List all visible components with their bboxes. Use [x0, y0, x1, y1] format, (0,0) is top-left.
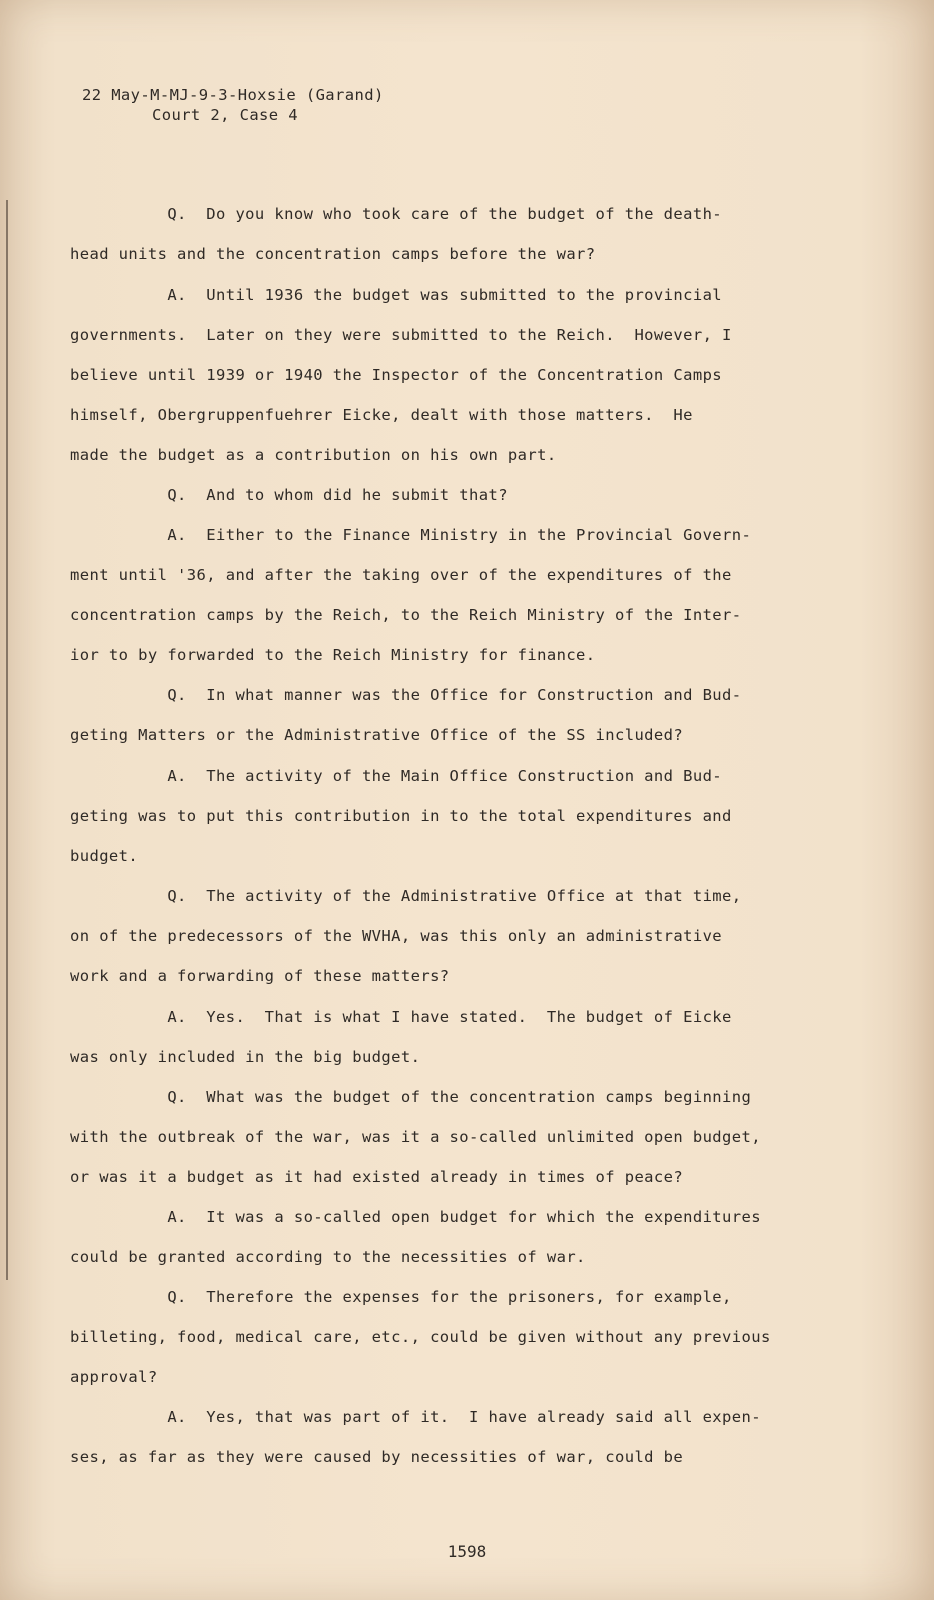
- text-line: Q. Therefore the expenses for the prisoners, for example,: [70, 1288, 732, 1306]
- text-line: believe until 1939 or 1940 the Inspector of the Concentration Camps: [70, 366, 723, 384]
- text-line: approval?: [70, 1368, 158, 1386]
- text-line: geting was to put this contribution in to the total expenditures and: [70, 807, 732, 825]
- text-line: A. Until 1936 the budget was submitted to the provincial: [70, 286, 723, 304]
- text-line: ses, as far as they were caused by necessities of war, could be: [70, 1448, 684, 1466]
- text-line: A. Yes, that was part of it. I have already said all expen-: [70, 1408, 761, 1426]
- text-line: could be granted according to the necessities of war.: [70, 1248, 586, 1266]
- text-line: Q. What was the budget of the concentration camps beginning: [70, 1088, 752, 1106]
- text-line: work and a forwarding of these matters?: [70, 967, 450, 985]
- text-line: concentration camps by the Reich, to the Reich Ministry of the Inter-: [70, 606, 742, 624]
- text-line: on of the predecessors of the WVHA, was this only an administrative: [70, 927, 723, 945]
- text-line: A. It was a so-called open budget for which the expenditures: [70, 1208, 761, 1226]
- text-line: A. Either to the Finance Ministry in the Provincial Govern-: [70, 526, 752, 544]
- text-line: governments. Later on they were submitted to the Reich. However, I: [70, 326, 732, 344]
- text-line: geting Matters or the Administrative Office of the SS included?: [70, 726, 684, 744]
- text-line: Q. And to whom did he submit that?: [70, 486, 508, 504]
- page-number: 1598: [447, 1542, 487, 1561]
- text-line: budget.: [70, 847, 139, 865]
- text-line: himself, Obergruppenfuehrer Eicke, dealt with those matters. He: [70, 406, 693, 424]
- text-line: billeting, food, medical care, etc., could be given without any previous: [70, 1328, 771, 1346]
- text-line: A. Yes. That is what I have stated. The budget of Eicke: [70, 1008, 732, 1026]
- text-line: A. The activity of the Main Office Construction and Bud-: [70, 767, 723, 785]
- header-reference-line: 22 May-M-MJ-9-3-Hoxsie (Garand): [82, 86, 384, 104]
- page-edge-shadow: [6, 200, 8, 1280]
- text-line: made the budget as a contribution on his own part.: [70, 446, 557, 464]
- text-line: was only included in the big budget.: [70, 1048, 421, 1066]
- text-line: head units and the concentration camps before the war?: [70, 245, 596, 263]
- text-line: Q. Do you know who took care of the budget of the death-: [70, 205, 723, 223]
- text-line: ior to by forwarded to the Reich Ministry for finance.: [70, 646, 596, 664]
- text-line: Q. In what manner was the Office for Construction and Bud-: [70, 686, 742, 704]
- text-line: or was it a budget as it had existed already in times of peace?: [70, 1168, 684, 1186]
- text-line: with the outbreak of the war, was it a so-called unlimited open budget,: [70, 1128, 761, 1146]
- header-court-case-line: Court 2, Case 4: [152, 106, 298, 124]
- text-line: ment until '36, and after the taking over of the expenditures of the: [70, 566, 732, 584]
- text-line: Q. The activity of the Administrative Office at that time,: [70, 887, 742, 905]
